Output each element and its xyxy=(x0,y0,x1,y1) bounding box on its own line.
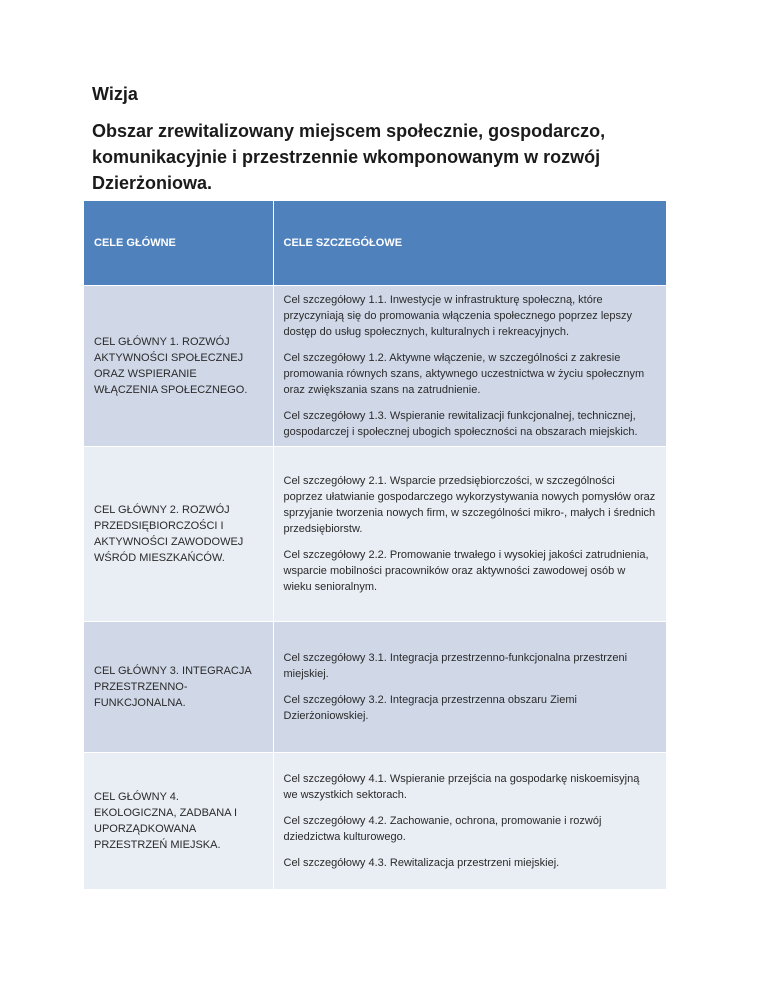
main-goal-cell: CEL GŁÓWNY 3. INTEGRACJA PRZESTRZENNO-FUNKCJONALNA. xyxy=(84,622,273,753)
specific-goal: Cel szczegółowy 2.2. Promowanie trwałego i wysokiej jakości zatrudnienia, wsparcie mobilności pracowników oraz aktywności zawodowej osób w wieku senioralnym. xyxy=(283,549,649,593)
table-row xyxy=(84,753,666,890)
specific-goal: Cel szczegółowy 3.1. Integracja przestrzenno-funkcjonalna przestrzeni miejskiej. xyxy=(283,652,628,680)
table-row xyxy=(84,447,666,622)
header-specific-goals: CELE SZCZEGÓŁOWE xyxy=(273,201,666,286)
specific-goal: Cel szczegółowy 1.3. Wspieranie rewitalizacji funkcjonalnej, technicznej, gospodarczej i społecznej ubogich społeczności na obszarach miejskich. xyxy=(283,410,638,438)
vision-heading: Wizja xyxy=(92,84,138,104)
goals-table xyxy=(84,201,667,890)
specific-goal: Cel szczegółowy 1.1. Inwestycje w infrastrukturę społeczną, które przyczyniają się do promowania włączenia społecznego poprzez lepszy dostęp do usług społecznych, kulturalnych i rekreacyjnych. xyxy=(283,294,633,338)
specific-goal: Cel szczegółowy 1.2. Aktywne włączenie, w szczególności z zakresie promowania równych szans, aktywnego uczestnictwa w życiu społecznym oraz zwiększania szans na zatrudnienie. xyxy=(283,352,645,396)
header-main-goals: CELE GŁÓWNE xyxy=(84,201,273,286)
main-goal-cell: CEL GŁÓWNY 4. EKOLOGICZNA, ZADBANA I UPORZĄDKOWANA PRZESTRZEŃ MIEJSKA. xyxy=(84,753,273,890)
specific-goal: Cel szczegółowy 4.1. Wspieranie przejścia na gospodarkę niskoemisyjną we wszystkich sektorach. xyxy=(283,773,640,801)
specific-goals-cell xyxy=(273,753,666,890)
specific-goal: Cel szczegółowy 4.3. Rewitalizacja przestrzeni miejskiej. xyxy=(283,857,560,869)
specific-goal: Cel szczegółowy 3.2. Integracja przestrzenna obszaru Ziemi Dzierżoniowskiej. xyxy=(283,694,577,722)
specific-goals-cell xyxy=(273,622,666,753)
specific-goal: Cel szczegółowy 2.1. Wsparcie przedsiębiorczości, w szczególności poprzez ułatwianie gospodarczego wykorzystywania nowych pomysłów oraz sprzyjanie tworzenia nowych firm, w szczególności mikro-, małych i średnich przedsiębiorstw. xyxy=(283,475,656,535)
main-goal-cell: CEL GŁÓWNY 1. ROZWÓJ AKTYWNOŚCI SPOŁECZNEJ ORAZ WSPIERANIE WŁĄCZENIA SPOŁECZNEGO. xyxy=(84,286,273,447)
table-header-row xyxy=(84,201,666,286)
table-row xyxy=(84,286,666,447)
specific-goal: Cel szczegółowy 4.2. Zachowanie, ochrona, promowanie i rozwój dziedzictwa kulturowego. xyxy=(283,815,602,843)
vision-statement: Obszar zrewitalizowany miejscem społecznie, gospodarczo, komunikacyjnie i przestrzennie wkomponowanym w rozwój Dzierżoniowa. xyxy=(92,121,606,193)
specific-goals-cell xyxy=(273,286,666,447)
specific-goals-cell xyxy=(273,447,666,622)
table-row xyxy=(84,622,666,753)
main-goal-cell: CEL GŁÓWNY 2. ROZWÓJ PRZEDSIĘBIORCZOŚCI I AKTYWNOŚCI ZAWODOWEJ WŚRÓD MIESZKAŃCÓW. xyxy=(84,447,273,622)
